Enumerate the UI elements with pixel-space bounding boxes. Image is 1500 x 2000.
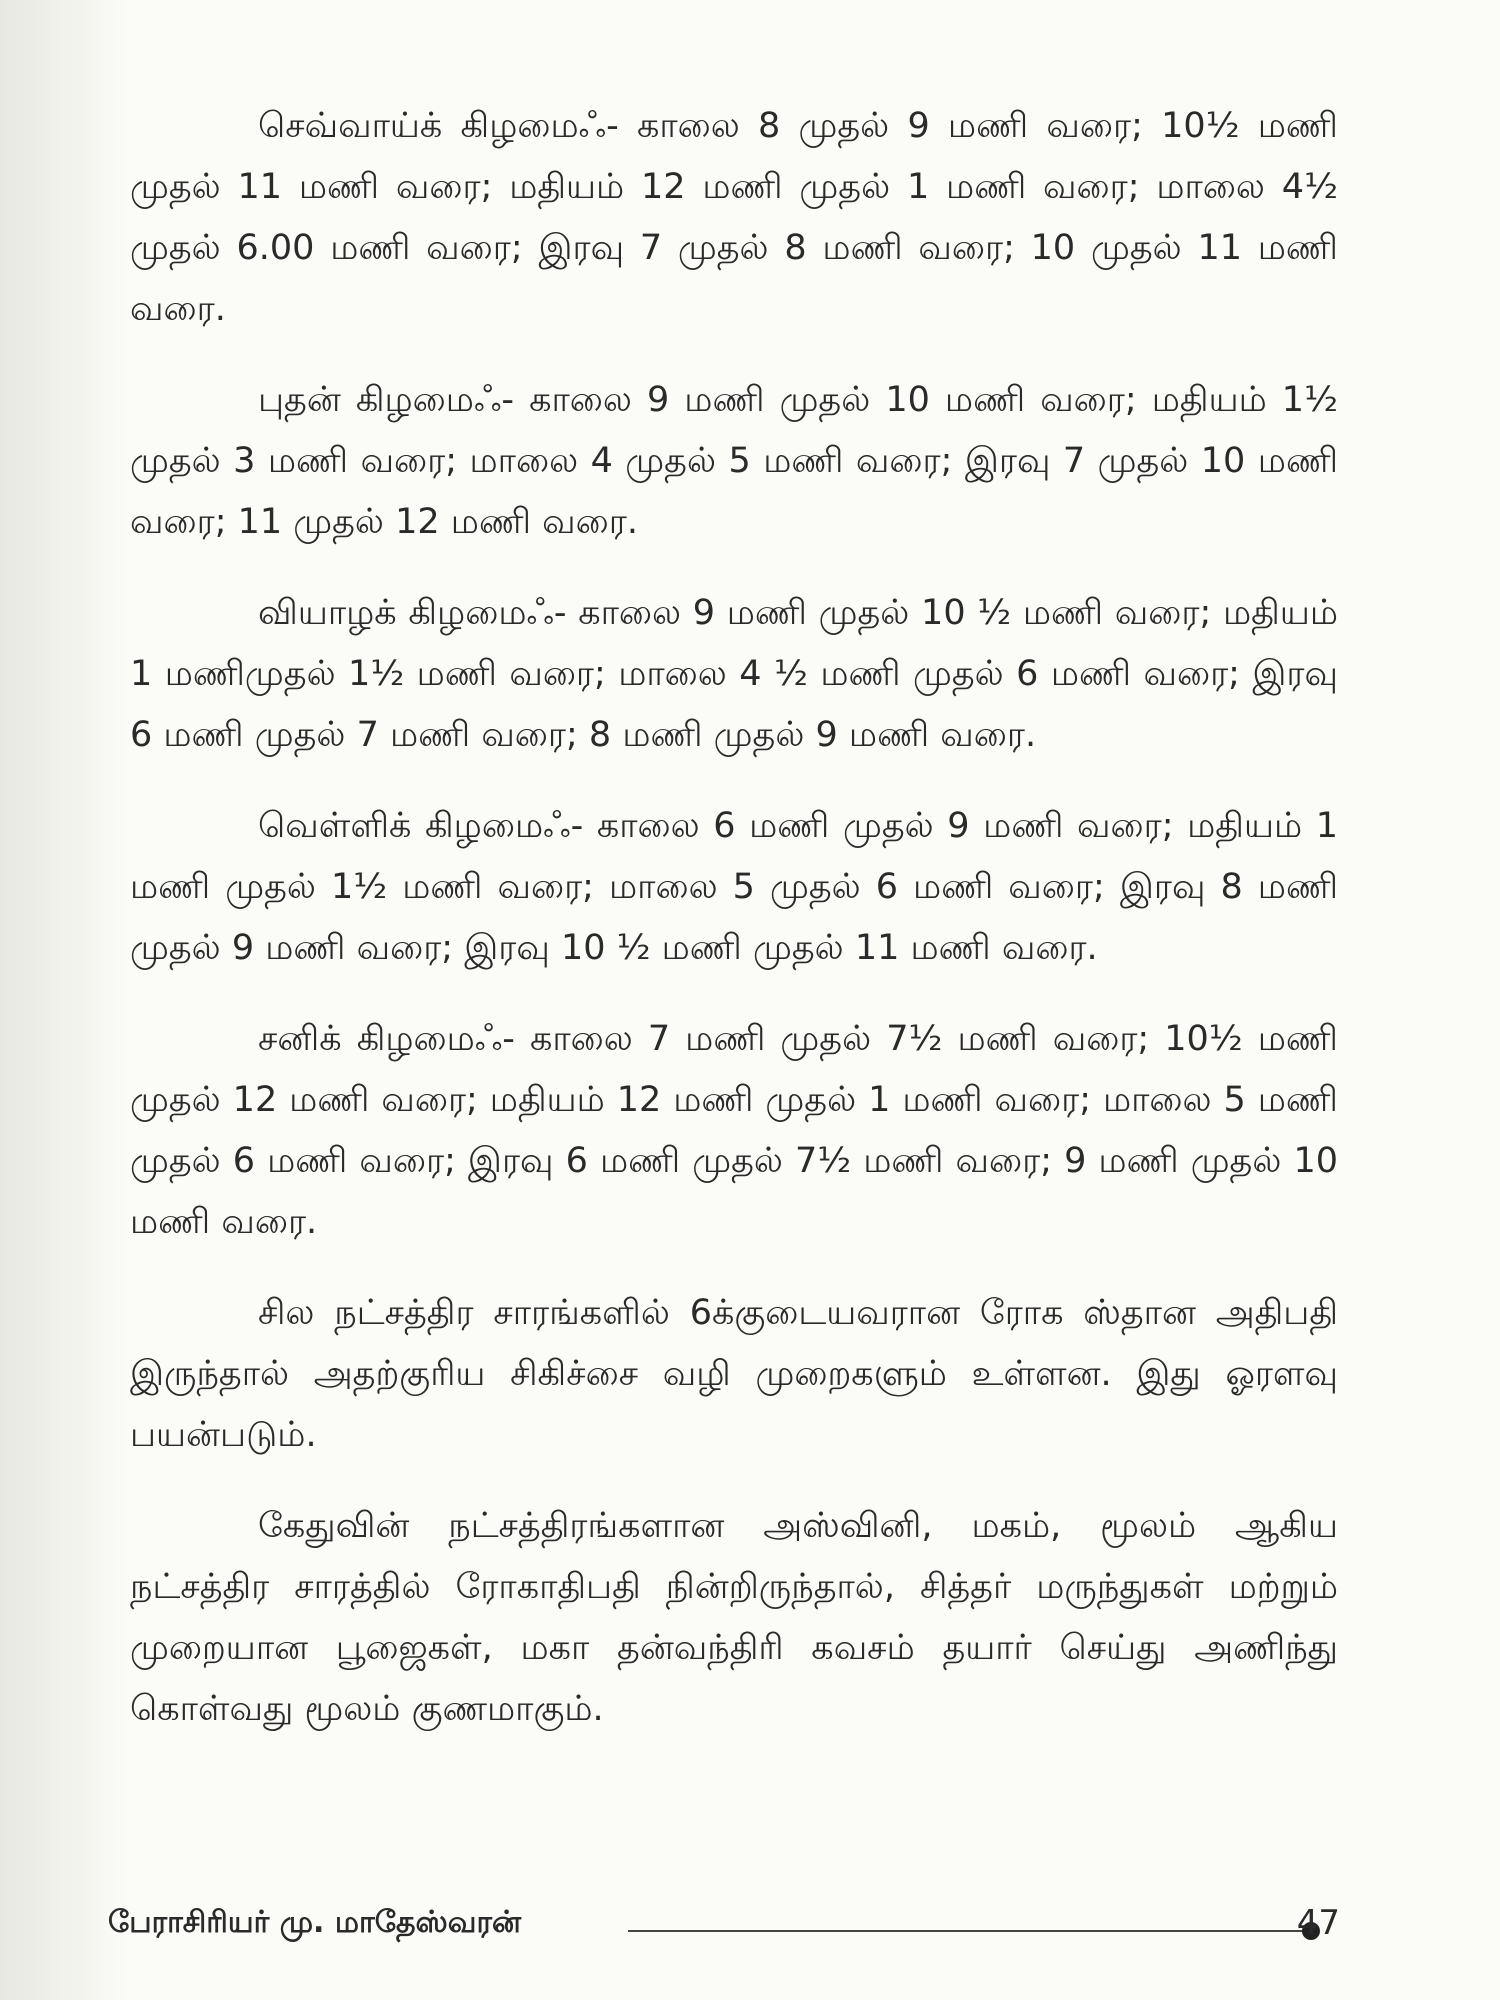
paragraph-ketu-stars: கேதுவின் நட்சத்திரங்களான அஸ்வினி, மகம், மூலம் ஆகிய நட்சத்திர சாரத்தில் ரோகாதிபதி நின்றிருந்தால், சித்தர் மருந்துகள் மற்றும் முறையான பூஜைகள், மகா தன்வந்திரி கவசம் தயார் செய்து அணிந்து கொள்வது மூலம் குணமாகும். <box>130 1506 1338 1729</box>
page-number: 47 <box>1296 1903 1340 1943</box>
paragraph-saturday: சனிக் கிழமைஃ- காலை 7 மணி முதல் 7½ மணி வரை; 10½ மணி முதல் 12 மணி வரை; மதியம் 12 மணி முதல் 1 மணி வரை; மாலை 5 மணி முதல் 6 மணி வரை; இரவு 6 மணி முதல் 7½ மணி வரை; 9 மணி முதல் 10 மணி வரை. <box>130 1019 1338 1242</box>
footer-rule <box>628 1930 1308 1932</box>
paragraph-wednesday: புதன் கிழமைஃ- காலை 9 மணி முதல் 10 மணி வரை; மதியம் 1½ முதல் 3 மணி வரை; மாலை 4 முதல் 5 மணி வரை; இரவு 7 முதல் 10 மணி வரை; 11 முதல் 12 மணி வரை. <box>130 380 1338 542</box>
paragraph-thursday: வியாழக் கிழமைஃ- காலை 9 மணி முதல் 10 ½ மணி வரை; மதியம் 1 மணிமுதல் 1½ மணி வரை; மாலை 4 ½ மணி முதல் 6 மணி வரை; இரவு 6 மணி முதல் 7 மணி வரை; 8 மணி முதல் 9 மணி வரை. <box>130 593 1338 755</box>
paragraph-tuesday: செவ்வாய்க் கிழமைஃ- காலை 8 முதல் 9 மணி வரை; 10½ மணி முதல் 11 மணி வரை; மதியம் 12 மணி முதல் 1 மணி வரை; மாலை 4½ முதல் 6.00 மணி வரை; இரவு 7 முதல் 8 மணி வரை; 10 முதல் 11 மணி வரை. <box>130 106 1338 329</box>
paragraph-star-positions: சில நட்சத்திர சாரங்களில் 6க்குடையவரான ரோக ஸ்தான அதிபதி இருந்தால் அதற்குரிய சிகிச்சை வழி முறைகளும் உள்ளன. இது ஓரளவு பயன்படும். <box>130 1293 1338 1455</box>
binding-gutter <box>0 0 128 2000</box>
page-footer <box>108 1898 1340 1958</box>
footer-author: பேராசிரியர் மு. மாதேஸ்வரன் <box>108 1905 522 1940</box>
page-body <box>130 96 1338 1770</box>
paragraph-friday: வெள்ளிக் கிழமைஃ- காலை 6 மணி முதல் 9 மணி வரை; மதியம் 1 மணி முதல் 1½ மணி வரை; மாலை 5 முதல் 6 மணி வரை; இரவு 8 மணி முதல் 9 மணி வரை; இரவு 10 ½ மணி முதல் 11 மணி வரை. <box>130 806 1338 968</box>
